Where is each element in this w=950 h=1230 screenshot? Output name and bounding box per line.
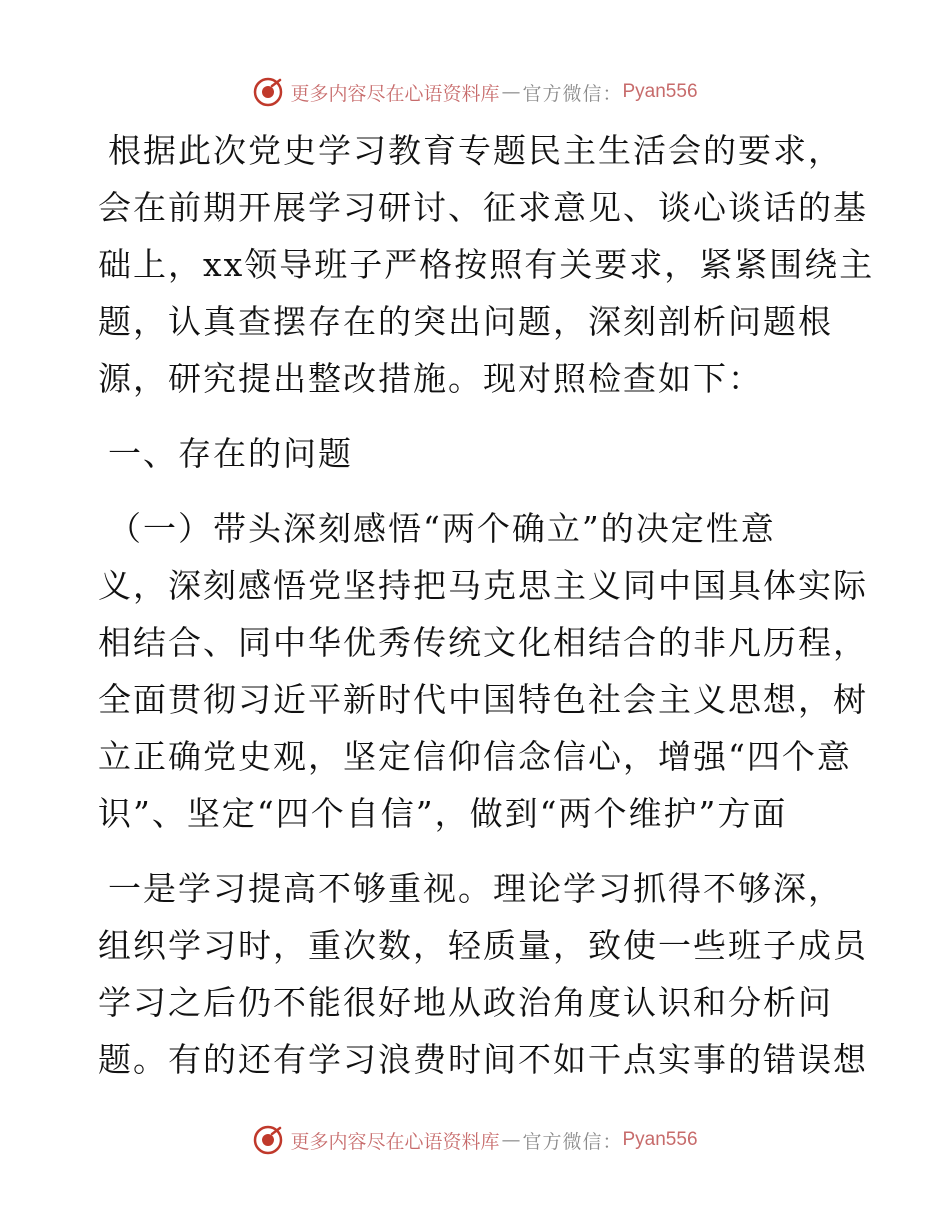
text-line: 义，深刻感悟党坚持把马克思主义同中国具体实际 [98, 566, 868, 605]
text-line: 题。有的还有学习浪费时间不如干点实事的错误想 [98, 1040, 868, 1079]
text-line: 一是学习提高不够重视。理论学习抓得不够深， [108, 869, 843, 908]
text-line: （一）带头深刻感悟“两个确立”的决定性意 [108, 509, 776, 548]
watermark-site-text: 更多内容尽在心语资料库 [290, 82, 500, 105]
text-line: 组织学习时，重次数，轻质量，致使一些班子成员 [98, 926, 868, 965]
watermark-separator: — [501, 81, 521, 103]
text-line: 根据此次党史学习教育专题民主生活会的要求， [108, 131, 843, 170]
heading-text: 一、存在的问题 [108, 434, 353, 473]
watermark-wechat-label: 官方微信： [522, 1130, 623, 1153]
paragraph-problem-1 [98, 860, 868, 1088]
text-line: 学习之后仍不能很好地从政治角度认识和分析问 [98, 983, 833, 1022]
document-body [98, 122, 875, 1088]
watermark-site-text: 更多内容尽在心语资料库 [290, 1130, 500, 1153]
section-heading [98, 425, 858, 482]
text-line: 源，研究提出整改措施。现对照检查如下： [98, 359, 763, 398]
watermark-separator: — [501, 1129, 521, 1151]
text-line: 识”、坚定“四个自信”，做到“两个维护”方面 [98, 794, 788, 833]
text-line: 会在前期开展学习研讨、征求意见、谈心谈话的基 [98, 188, 868, 227]
seal-logo-icon [252, 1124, 284, 1156]
paragraph-intro [98, 122, 875, 407]
paragraph-subsection-1 [98, 500, 868, 842]
watermark-wechat-id: Pyan556 [622, 81, 698, 102]
seal-logo-icon [252, 76, 284, 108]
footer-watermark [0, 1120, 950, 1160]
text-line: 础上，xx领导班子严格按照有关要求，紧紧围绕主 [98, 245, 875, 284]
watermark-wechat-id: Pyan556 [622, 1129, 698, 1150]
watermark-wechat-label: 官方微信： [522, 82, 623, 105]
text-line: 立正确党史观，坚定信仰信念信心，增强“四个意 [98, 737, 852, 776]
text-line: 题，认真查摆存在的突出问题，深刻剖析问题根 [98, 302, 833, 341]
header-watermark [0, 72, 950, 112]
text-line: 相结合、同中华优秀传统文化相结合的非凡历程， [98, 623, 868, 662]
text-line: 全面贯彻习近平新时代中国特色社会主义思想，树 [98, 680, 868, 719]
